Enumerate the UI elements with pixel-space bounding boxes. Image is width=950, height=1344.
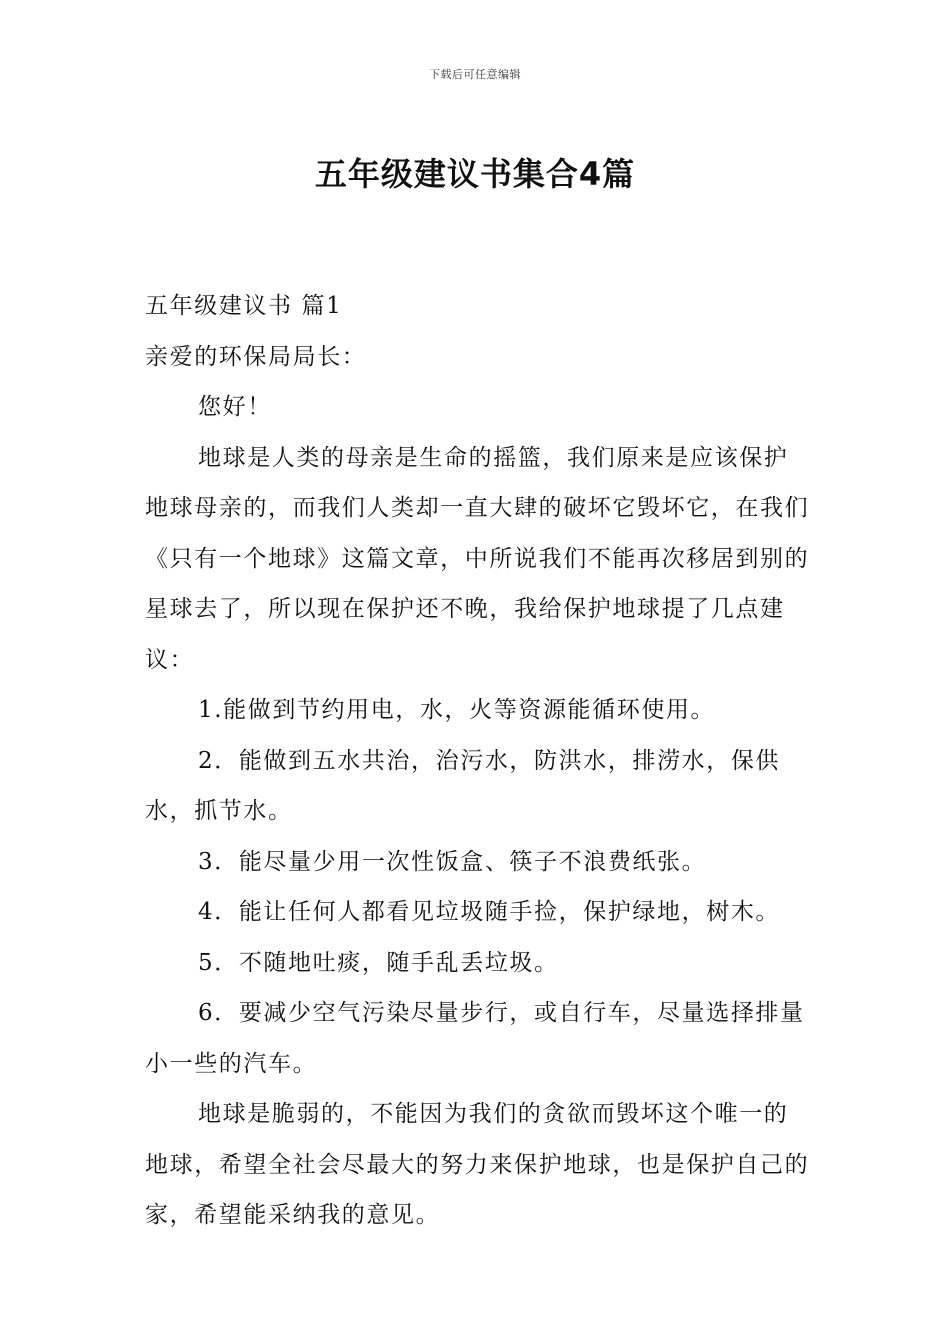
suggestion-item: 2．能做到五水共治，治污水，防洪水，排涝水，保供水，抓节水。 <box>145 747 781 824</box>
suggestion-item: 3．能尽量少用一次性饭盒、筷子不浪费纸张。 <box>198 848 707 875</box>
suggestion-item: 4．能让任何人都看见垃圾随手捡，保护绿地，树木。 <box>198 899 781 925</box>
document-body <box>145 281 810 1241</box>
greeting: 您好！ <box>198 394 272 420</box>
suggestion-item: 1.能做到节约用电，水，火等资源能循环使用。 <box>198 697 716 723</box>
body-paragraph: 地球是人类的母亲是生命的摇篮，我们原来是应该保护地球母亲的，而我们人类却一直大肆的破坏它毁坏它，在我们《只有一个地球》这篇文章，中所说我们不能再次移居到别的星球去了，所以现在保护还不晚，我给保护地球提了几点建议： <box>145 444 810 673</box>
suggestion-item: 6．要减少空气污染尽量步行，或自行车，尽量选择排量小一些的汽车。 <box>145 1000 805 1077</box>
salutation: 亲爱的环保局局长： <box>145 343 367 370</box>
suggestion-item: 5．不随地吐痰，随手乱丢垃圾。 <box>198 949 559 976</box>
section-heading: 五年级建议书 篇1 <box>145 293 343 319</box>
closing-paragraph: 地球是脆弱的，不能因为我们的贪欲而毁坏这个唯一的地球，希望全社会尽最大的努力来保护地球，也是保护自己的家，希望能采纳我的意见。 <box>145 1101 810 1228</box>
header-note: 下载后可任意编辑 <box>429 68 521 81</box>
document-title: 五年级建议书集合4篇 <box>314 155 636 194</box>
